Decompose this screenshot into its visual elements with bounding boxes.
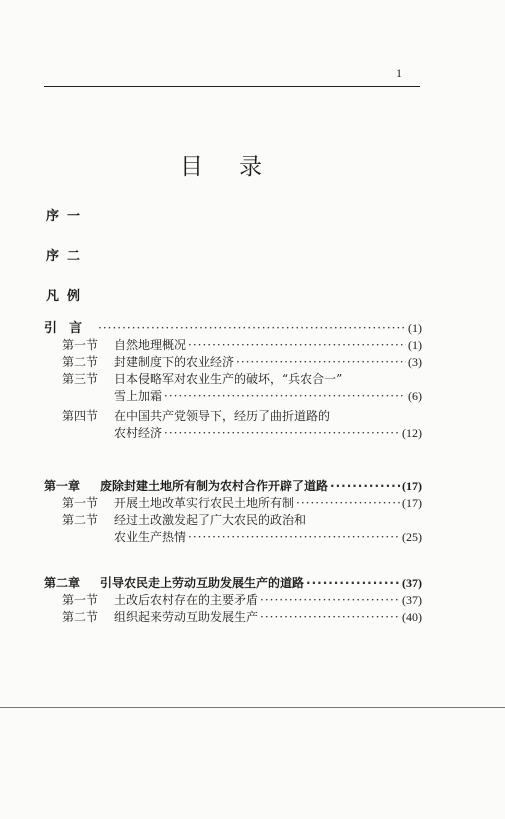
leader-dots xyxy=(330,478,400,495)
entry-page: (1) xyxy=(408,321,422,335)
toc-title: 目录 xyxy=(180,154,298,180)
entry-page: (6) xyxy=(408,389,422,403)
entry-label: 第二节 xyxy=(62,513,99,527)
entry-page: (17) xyxy=(402,479,422,493)
entry-page: (17) xyxy=(402,496,422,510)
preface-two: 序二 xyxy=(46,249,89,264)
entry-page: (37) xyxy=(402,576,422,590)
toc-entry-section[interactable] xyxy=(44,354,422,371)
leader-dots xyxy=(164,425,400,442)
toc-entry-section[interactable] xyxy=(44,592,422,609)
entry-title-cont: 农村经济 xyxy=(114,426,163,440)
footer-rule xyxy=(0,707,505,708)
toc-entry-section[interactable] xyxy=(44,609,422,626)
entry-page: (1) xyxy=(408,338,422,352)
toc-entry-section[interactable] xyxy=(44,371,422,388)
entry-label: 第一节 xyxy=(62,593,99,607)
entry-title: 开展土地改革实行农民土地所有制 xyxy=(114,496,295,510)
entry-label: 第二节 xyxy=(62,355,99,369)
leader-dots xyxy=(296,495,400,512)
toc-entry-continuation[interactable] xyxy=(44,529,422,546)
entry-title: 封建制度下的农业经济 xyxy=(114,355,235,369)
toc-entry-chapter[interactable] xyxy=(44,478,422,495)
entry-label: 第二节 xyxy=(62,610,99,624)
entry-page: (3) xyxy=(408,355,422,369)
entry-label: 引言 xyxy=(44,321,95,336)
entry-title: 在中国共产党领导下，经历了曲折道路的 xyxy=(114,409,331,423)
toc-entry-section[interactable] xyxy=(44,337,422,354)
toc-entry-intro[interactable] xyxy=(44,320,422,337)
toc-entry-continuation[interactable] xyxy=(44,388,422,405)
editorial-notes: 凡例 xyxy=(46,289,89,304)
leader-dots xyxy=(260,609,400,626)
entry-page: (37) xyxy=(402,593,422,607)
entry-title: 自然地理概况 xyxy=(114,338,187,352)
toc-chapter-2 xyxy=(44,575,422,626)
leader-dots xyxy=(188,337,406,354)
entry-title-cont: 雪上加霜 xyxy=(114,389,163,403)
entry-title: 组织起来劳动互助发展生产 xyxy=(114,610,259,624)
toc-entry-section[interactable] xyxy=(44,512,422,529)
entry-page: (25) xyxy=(402,530,422,544)
entry-title-cont: 农业生产热情 xyxy=(114,530,187,544)
leader-dots xyxy=(188,529,400,546)
toc-intro xyxy=(44,320,422,442)
leader-dots xyxy=(260,592,400,609)
header-rule xyxy=(44,86,420,87)
leader-dots xyxy=(98,320,406,337)
toc-entry-section[interactable] xyxy=(44,408,422,425)
entry-title: 废除封建土地所有制为农村合作开辟了道路 xyxy=(100,479,329,493)
page-number: 1 xyxy=(396,66,402,80)
entry-page: (40) xyxy=(402,610,422,624)
toc-entry-section[interactable] xyxy=(44,495,422,512)
leader-dots xyxy=(236,354,406,371)
entry-label: 第二章 xyxy=(44,576,81,590)
toc-chapter-1 xyxy=(44,478,422,546)
entry-page: (12) xyxy=(402,426,422,440)
entry-title: 经过土改激发起了广大农民的政治和 xyxy=(114,513,307,527)
leader-dots xyxy=(306,575,400,592)
entry-label: 第四节 xyxy=(62,409,99,423)
toc-entry-chapter[interactable] xyxy=(44,575,422,592)
entry-label: 第三节 xyxy=(62,372,99,386)
entry-title: 日本侵略军对农业生产的破坏，“兵农合一” xyxy=(114,372,343,386)
preface-one: 序一 xyxy=(46,209,89,224)
entry-label: 第一节 xyxy=(62,338,99,352)
entry-title: 土改后农村存在的主要矛盾 xyxy=(114,593,259,607)
toc-entry-continuation[interactable] xyxy=(44,425,422,442)
entry-label: 第一节 xyxy=(62,496,99,510)
entry-label: 第一章 xyxy=(44,479,81,493)
leader-dots xyxy=(164,388,406,405)
entry-title: 引导农民走上劳动互助发展生产的道路 xyxy=(100,576,305,590)
